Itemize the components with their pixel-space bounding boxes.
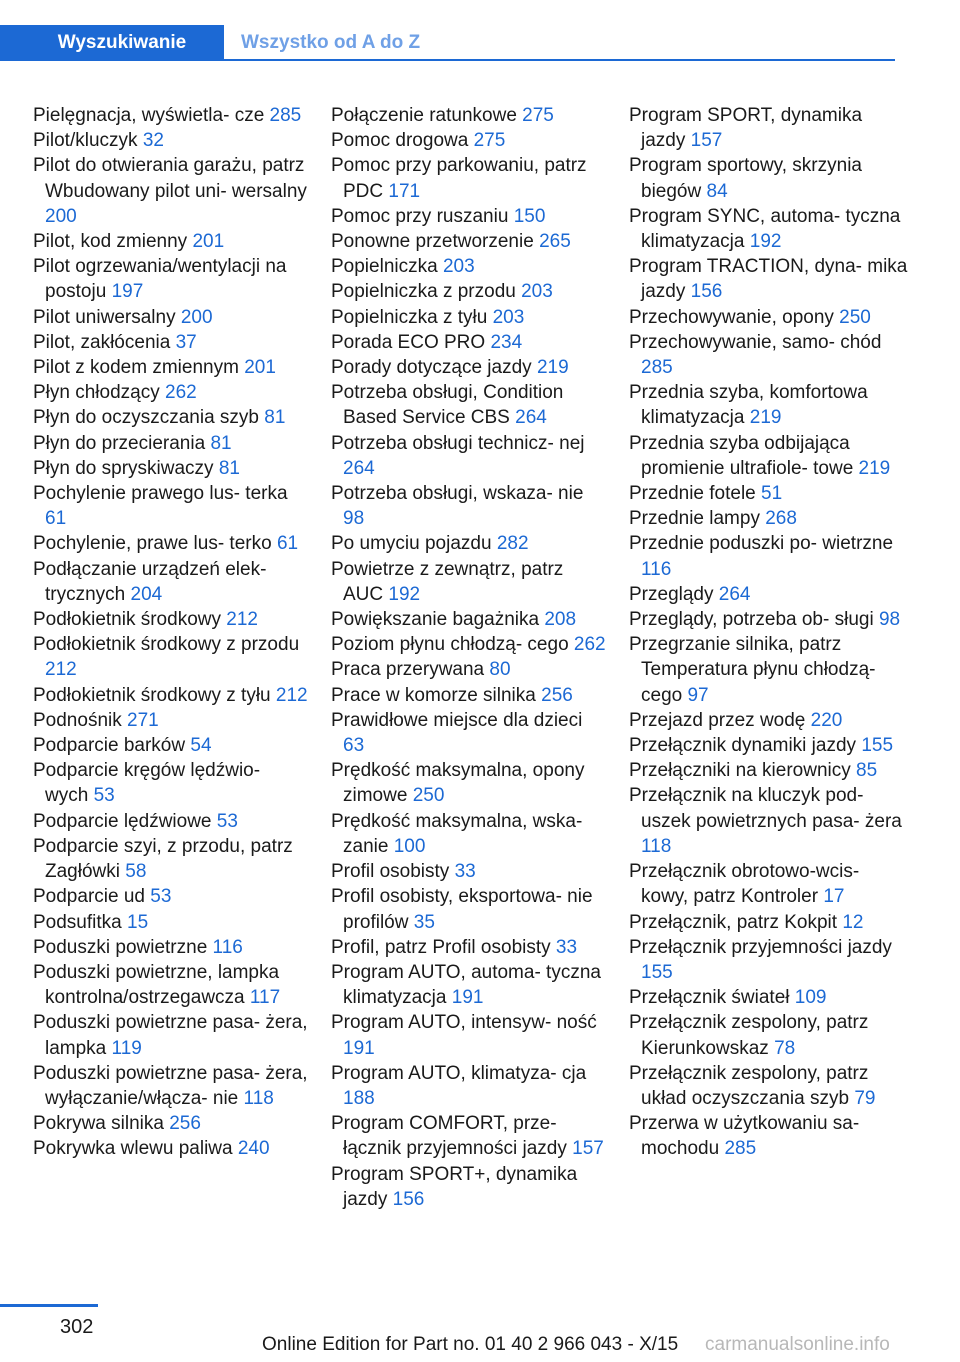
page-link[interactable]: 97 xyxy=(687,684,709,706)
index-entry xyxy=(331,960,606,1010)
index-entry xyxy=(33,1010,308,1060)
index-term: Przeglądy xyxy=(629,583,714,605)
index-entry xyxy=(331,229,606,254)
index-term: Porada ECO PRO xyxy=(331,331,486,353)
page-link[interactable]: 157 xyxy=(690,130,723,152)
page-link[interactable]: 275 xyxy=(522,105,554,126)
index-entry xyxy=(33,935,308,960)
index-term: Podłokietnik środkowy z tyłu xyxy=(33,684,271,706)
page-link[interactable]: 264 xyxy=(515,407,547,429)
page-link[interactable]: 81 xyxy=(264,407,286,429)
page-link[interactable]: 54 xyxy=(190,735,212,757)
index-term: Pomoc drogowa xyxy=(331,130,469,152)
index-term: Przednie poduszki po‐ wietrzne xyxy=(629,533,894,555)
index-term: Potrzeba obsługi technicz‐ nej xyxy=(331,432,585,454)
index-entry xyxy=(629,254,909,304)
index-entry xyxy=(331,557,606,607)
watermark: carmanualsonline.info xyxy=(705,1334,890,1355)
index-entry xyxy=(33,481,308,531)
index-term: Pochylenie prawego lus‐ terka xyxy=(33,483,288,505)
index-entry xyxy=(33,910,308,935)
index-term: Przełącznik zespolony, patrz układ oczyszczania szyb xyxy=(629,1062,869,1109)
index-entry xyxy=(33,708,308,733)
page-link[interactable]: 12 xyxy=(842,911,864,933)
page-link[interactable]: 33 xyxy=(555,936,578,958)
index-entry xyxy=(331,380,606,430)
page-link[interactable]: 282 xyxy=(496,533,529,555)
index-term: Program SYNC, automa‐ tyczna klimatyzacja xyxy=(629,205,901,253)
page-link[interactable]: 63 xyxy=(343,735,365,757)
page-link[interactable]: 268 xyxy=(765,508,797,530)
page-link[interactable]: 188 xyxy=(343,1087,375,1109)
index-column-3 xyxy=(629,103,909,1162)
page-link[interactable]: 155 xyxy=(861,735,894,757)
page-link[interactable]: 203 xyxy=(492,306,525,328)
index-entry xyxy=(33,254,308,304)
index-term: Powiększanie bagażnika xyxy=(331,609,540,631)
index-term: Program sportowy, skrzynia biegów xyxy=(629,155,862,202)
index-term: Pilot do otwierania garażu, patrz Wbudowany pilot uni‐ wersalny xyxy=(33,155,307,202)
index-entry xyxy=(629,935,909,985)
index-entry xyxy=(33,330,308,355)
page-link[interactable]: 262 xyxy=(573,634,606,656)
index-entry xyxy=(33,431,308,456)
index-entry xyxy=(33,456,308,481)
index-entry xyxy=(629,431,909,481)
page-link[interactable]: 220 xyxy=(810,709,843,731)
index-term: Pilot uniwersalny xyxy=(33,306,176,328)
index-term: Pochylenie, prawe lus‐ terko xyxy=(33,533,272,555)
index-term: Popielniczka xyxy=(331,256,438,278)
index-entry xyxy=(331,128,606,153)
index-term: Powietrze z zewnątrz, patrz AUC xyxy=(331,558,564,605)
index-term: Program AUTO, automa‐ tyczna klimatyzacja xyxy=(331,961,601,1009)
index-term: Przejazd przez wodę xyxy=(629,709,806,731)
tab-all-a-to-z[interactable]: Wszystko od A do Z xyxy=(241,32,421,53)
page-link[interactable]: 264 xyxy=(343,457,375,479)
footer-divider xyxy=(0,1304,98,1307)
page-link[interactable]: 85 xyxy=(856,760,878,782)
page-link[interactable]: 212 xyxy=(226,609,258,631)
page-link[interactable]: 256 xyxy=(541,684,573,706)
index-term: Pilot, kod zmienny xyxy=(33,231,188,253)
index-entry xyxy=(629,632,909,708)
index-term: Pokrywka wlewu paliwa xyxy=(33,1138,233,1160)
index-entry xyxy=(331,531,606,556)
index-entry xyxy=(331,683,606,708)
page-link[interactable]: 117 xyxy=(249,987,281,1009)
index-term: Pokrywa silnika xyxy=(33,1113,164,1135)
index-term: Program SPORT, dynamika jazdy xyxy=(629,105,863,152)
index-entry xyxy=(629,859,909,909)
page-link[interactable]: 203 xyxy=(521,281,553,303)
index-entry xyxy=(331,708,606,758)
index-entry xyxy=(629,582,909,607)
index-term: Podparcie barków xyxy=(33,735,186,757)
index-entry xyxy=(331,1010,606,1060)
index-entry xyxy=(33,305,308,330)
page-link[interactable]: 262 xyxy=(165,382,197,404)
index-entry xyxy=(331,481,606,531)
index-entry xyxy=(331,279,606,304)
index-entry xyxy=(33,607,308,632)
page-link[interactable]: 116 xyxy=(212,936,243,958)
index-term: Pielęgnacja, wyświetla‐ cze xyxy=(33,105,265,126)
index-column-1 xyxy=(33,103,308,1162)
page-link[interactable]: 118 xyxy=(641,835,672,857)
page-link[interactable]: 285 xyxy=(269,105,302,126)
index-entry xyxy=(629,1061,909,1111)
index-term: Przegrzanie silnika, patrz Temperatura płynu chłodzą‐ cego xyxy=(629,634,876,706)
index-term: Podparcie kręgów lędźwio‐ wych xyxy=(33,760,261,807)
index-term: Poduszki powietrzne pasa‐ żera, lampka xyxy=(33,1012,308,1059)
page-link[interactable]: 250 xyxy=(412,785,445,807)
index-entry xyxy=(33,884,308,909)
index-term: Potrzeba obsługi, wskaza‐ nie xyxy=(331,483,584,505)
index-entry xyxy=(331,859,606,884)
index-term: Przechowywanie, samo‐ chód xyxy=(629,331,882,353)
header-divider xyxy=(224,59,895,61)
tab-search[interactable]: Wyszukiwanie xyxy=(0,25,224,61)
index-column-2 xyxy=(331,103,606,1212)
index-entry xyxy=(33,229,308,254)
index-entry xyxy=(331,1111,606,1161)
index-term: Popielniczka z tyłu xyxy=(331,306,488,328)
index-term: Pilot, zakłócenia xyxy=(33,331,171,353)
index-entry xyxy=(629,1010,909,1060)
page-link[interactable]: 79 xyxy=(854,1087,876,1109)
page-link[interactable]: 81 xyxy=(210,432,232,454)
page-link[interactable]: 191 xyxy=(451,987,484,1009)
index-entry xyxy=(331,884,606,934)
edition-info: Online Edition for Part no. 01 40 2 966 043 - X/15 xyxy=(262,1334,679,1355)
index-entry xyxy=(33,380,308,405)
page-link[interactable]: 285 xyxy=(724,1138,757,1160)
index-term: Potrzeba obsługi, Condition Based Service CBS xyxy=(331,382,564,429)
index-entry xyxy=(629,1111,909,1161)
page-link[interactable]: 171 xyxy=(388,180,421,202)
index-term: Ponowne przetworzenie xyxy=(331,231,534,253)
page-link[interactable]: 156 xyxy=(392,1188,425,1210)
page-link[interactable]: 201 xyxy=(244,357,276,379)
page-link[interactable]: 197 xyxy=(111,281,144,303)
index-entry xyxy=(33,1111,308,1136)
index-entry xyxy=(33,809,308,834)
index-entry xyxy=(331,758,606,808)
index-entry xyxy=(331,607,606,632)
index-term: Porady dotyczące jazdy xyxy=(331,357,532,379)
index-term: Profil osobisty xyxy=(331,861,450,883)
index-term: Przechowywanie, opony xyxy=(629,306,834,328)
index-entry xyxy=(331,632,606,657)
page-link[interactable]: 203 xyxy=(442,256,475,278)
index-term: Po umyciu pojazdu xyxy=(331,533,492,555)
index-term: Przełącznik świateł xyxy=(629,987,790,1009)
page-link[interactable]: 33 xyxy=(454,861,476,883)
page-link[interactable]: 37 xyxy=(175,331,197,353)
index-term: Prace w komorze silnika xyxy=(331,684,536,706)
index-entry xyxy=(33,531,308,556)
index-entry xyxy=(629,531,909,581)
page-link[interactable]: 285 xyxy=(641,357,673,379)
index-term: Przełącznik zespolony, patrz Kierunkowskaz xyxy=(629,1012,869,1059)
index-entry xyxy=(33,153,308,229)
index-term: Przełącznik, patrz Kokpit xyxy=(629,911,838,933)
page-link[interactable]: 150 xyxy=(513,205,546,227)
index-term: Profil osobisty, eksportowa‐ nie profilów xyxy=(331,886,593,933)
index-entry xyxy=(331,103,606,128)
page-link[interactable]: 212 xyxy=(275,684,308,706)
page-link[interactable]: 61 xyxy=(276,533,299,555)
index-entry xyxy=(331,1162,606,1212)
index-term: Program AUTO, intensyw‐ ność xyxy=(331,1012,597,1034)
header xyxy=(0,25,895,63)
index-entry xyxy=(331,305,606,330)
index-entry xyxy=(33,1061,308,1111)
index-entry xyxy=(629,305,909,330)
index-entry xyxy=(629,910,909,935)
page-link[interactable]: 212 xyxy=(45,659,77,681)
page-link[interactable]: 256 xyxy=(169,1113,201,1135)
page-link[interactable]: 200 xyxy=(180,306,213,328)
page-link[interactable]: 240 xyxy=(237,1138,270,1160)
index-term: Przeglądy, potrzeba ob‐ sługi xyxy=(629,609,874,631)
index-entry xyxy=(33,128,308,153)
page-link[interactable]: 157 xyxy=(572,1138,604,1160)
page-link[interactable]: 219 xyxy=(858,457,891,479)
index-entry xyxy=(629,481,909,506)
index-term: Poziom płynu chłodzą‐ cego xyxy=(331,634,569,656)
index-entry xyxy=(331,657,606,682)
index-entry xyxy=(629,506,909,531)
index-entry xyxy=(331,330,606,355)
page-link[interactable]: 17 xyxy=(823,886,845,908)
index-term: Przednia szyba, komfortowa klimatyzacja xyxy=(629,382,868,429)
index-entry xyxy=(629,204,909,254)
index-entry xyxy=(33,683,308,708)
index-term: Praca przerywana xyxy=(331,659,485,681)
index-entry xyxy=(33,758,308,808)
index-term: Podparcie szyi, z przodu, patrz Zagłówki xyxy=(33,835,293,883)
page-link[interactable]: 32 xyxy=(142,130,164,152)
page-link[interactable]: 98 xyxy=(878,609,901,631)
index-term: Podparcie lędźwiowe xyxy=(33,810,212,832)
index-entry xyxy=(331,935,606,960)
index-entry xyxy=(33,405,308,430)
page-link[interactable]: 264 xyxy=(718,583,751,605)
index-term: Płyn do spryskiwaczy xyxy=(33,457,214,479)
index-entry xyxy=(629,733,909,758)
index-entry xyxy=(629,380,909,430)
index-term: Pilot z kodem zmiennym xyxy=(33,357,239,379)
index-term: Połączenie ratunkowe xyxy=(331,105,517,126)
index-term: Pilot/kluczyk xyxy=(33,130,138,152)
page-link[interactable]: 275 xyxy=(473,130,506,152)
page-link[interactable]: 191 xyxy=(343,1037,375,1059)
index-term: Podłokietnik środkowy z przodu xyxy=(33,634,300,656)
index-term: Przednie fotele xyxy=(629,483,756,505)
index-entry xyxy=(33,733,308,758)
page-link[interactable]: 53 xyxy=(216,810,238,832)
index-term: Prędkość maksymalna, wska‐ zanie xyxy=(331,810,583,857)
index-entry xyxy=(33,557,308,607)
index-entry xyxy=(629,330,909,380)
index-entry xyxy=(629,153,909,203)
index-entry xyxy=(629,985,909,1010)
index-entry xyxy=(33,632,308,682)
page-link[interactable]: 271 xyxy=(127,709,159,731)
index-entry xyxy=(33,834,308,884)
page-link[interactable]: 100 xyxy=(393,835,426,857)
index-term: Płyn do oczyszczania szyb xyxy=(33,407,259,429)
page-link[interactable]: 109 xyxy=(794,987,827,1009)
index-entry xyxy=(33,355,308,380)
page-link[interactable]: 80 xyxy=(489,659,511,681)
page-link[interactable]: 61 xyxy=(45,508,67,530)
page-link[interactable]: 265 xyxy=(539,231,571,253)
page-link[interactable]: 78 xyxy=(774,1037,796,1059)
page-link[interactable]: 35 xyxy=(413,911,435,933)
index-term: Podłokietnik środkowy xyxy=(33,609,221,631)
index-term: Płyn chłodzący xyxy=(33,382,160,404)
index-term: Przełączniki na kierownicy xyxy=(629,760,851,782)
index-term: Program SPORT+, dynamika jazdy xyxy=(331,1163,578,1210)
index-entry xyxy=(331,254,606,279)
index-term: Przednie lampy xyxy=(629,508,760,530)
page-link[interactable]: 204 xyxy=(130,583,163,605)
index-entry xyxy=(331,153,606,203)
page-link[interactable]: 118 xyxy=(243,1087,274,1109)
index-term: Przednia szyba odbijająca promienie ultrafiole‐ towe xyxy=(629,432,854,479)
page-link[interactable]: 192 xyxy=(749,231,782,253)
page-link[interactable]: 53 xyxy=(150,886,172,908)
index-term: Podsufitka xyxy=(33,911,122,933)
index-term: Przełącznik na kluczyk pod‐ uszek powietrznych pasa‐ żera xyxy=(629,785,902,832)
index-term: Program TRACTION, dyna‐ mika jazdy xyxy=(629,256,908,303)
index-term: Pomoc przy parkowaniu, patrz PDC xyxy=(331,155,587,202)
page-link[interactable]: 116 xyxy=(641,558,672,580)
page-link[interactable]: 234 xyxy=(490,331,523,353)
page-link[interactable]: 84 xyxy=(706,180,728,202)
page-link[interactable]: 53 xyxy=(93,785,115,807)
index-term: Poduszki powietrzne xyxy=(33,936,208,958)
index-entry xyxy=(33,103,308,128)
page-link[interactable]: 156 xyxy=(690,281,723,303)
index-term: Poduszki powietrzne pasa‐ żera, wyłączanie/włącza‐ nie xyxy=(33,1062,308,1109)
page-link[interactable]: 51 xyxy=(761,483,783,505)
index-term: Pilot ogrzewania/wentylacji na postoju xyxy=(33,256,287,303)
index-term: Poduszki powietrzne, lampka kontrolna/ostrzegawcza xyxy=(33,961,280,1009)
page-link[interactable]: 58 xyxy=(125,861,147,883)
page-link[interactable]: 192 xyxy=(388,583,421,605)
index-entry xyxy=(629,708,909,733)
page-link[interactable]: 208 xyxy=(544,609,577,631)
index-term: Profil, patrz Profil osobisty xyxy=(331,936,551,958)
page-link[interactable]: 119 xyxy=(111,1037,142,1059)
index-entry xyxy=(629,607,909,632)
index-entry xyxy=(331,204,606,229)
index-entry xyxy=(629,783,909,859)
index-entry xyxy=(629,758,909,783)
index-entry xyxy=(331,355,606,380)
index-entry xyxy=(331,809,606,859)
index-entry xyxy=(629,103,909,153)
index-entry xyxy=(331,1061,606,1111)
page-link[interactable]: 98 xyxy=(343,508,365,530)
index-term: Przełącznik dynamiki jazdy xyxy=(629,735,857,757)
index-term: Podnośnik xyxy=(33,709,122,731)
page-link[interactable]: 250 xyxy=(839,306,871,328)
index-term: Program COMFORT, prze‐ łącznik przyjemności jazdy xyxy=(331,1113,567,1160)
index-term: Pomoc przy ruszaniu xyxy=(331,205,509,227)
page-link[interactable]: 201 xyxy=(192,231,225,253)
page-link[interactable]: 219 xyxy=(749,407,782,429)
index-term: Popielniczka z przodu xyxy=(331,281,516,303)
index-term: Prawidłowe miejsce dla dzieci xyxy=(331,709,583,731)
index-entry xyxy=(33,1136,308,1161)
index-term: Przerwa w użytkowaniu sa‐ mochodu xyxy=(629,1113,860,1160)
page-link[interactable]: 81 xyxy=(218,457,240,479)
index-term: Podparcie ud xyxy=(33,886,145,908)
index-term: Przełącznik obrotowo-wcis‐ kowy, patrz Kontroler xyxy=(629,861,860,908)
index-entry xyxy=(331,431,606,481)
index-entry xyxy=(33,960,308,1010)
page-number: 302 xyxy=(60,1316,94,1338)
page-link[interactable]: 200 xyxy=(45,205,77,227)
index-term: Program AUTO, klimatyza‐ cja xyxy=(331,1062,587,1084)
index-term: Prędkość maksymalna, opony zimowe xyxy=(331,760,585,807)
page-link[interactable]: 219 xyxy=(536,357,569,379)
index-term: Przełącznik przyjemności jazdy xyxy=(629,936,892,958)
index-term: Podłączanie urządzeń elek‐ trycznych xyxy=(33,558,267,605)
index-term: Płyn do przecierania xyxy=(33,432,206,454)
page-link[interactable]: 15 xyxy=(127,911,149,933)
page-link[interactable]: 155 xyxy=(641,961,673,983)
